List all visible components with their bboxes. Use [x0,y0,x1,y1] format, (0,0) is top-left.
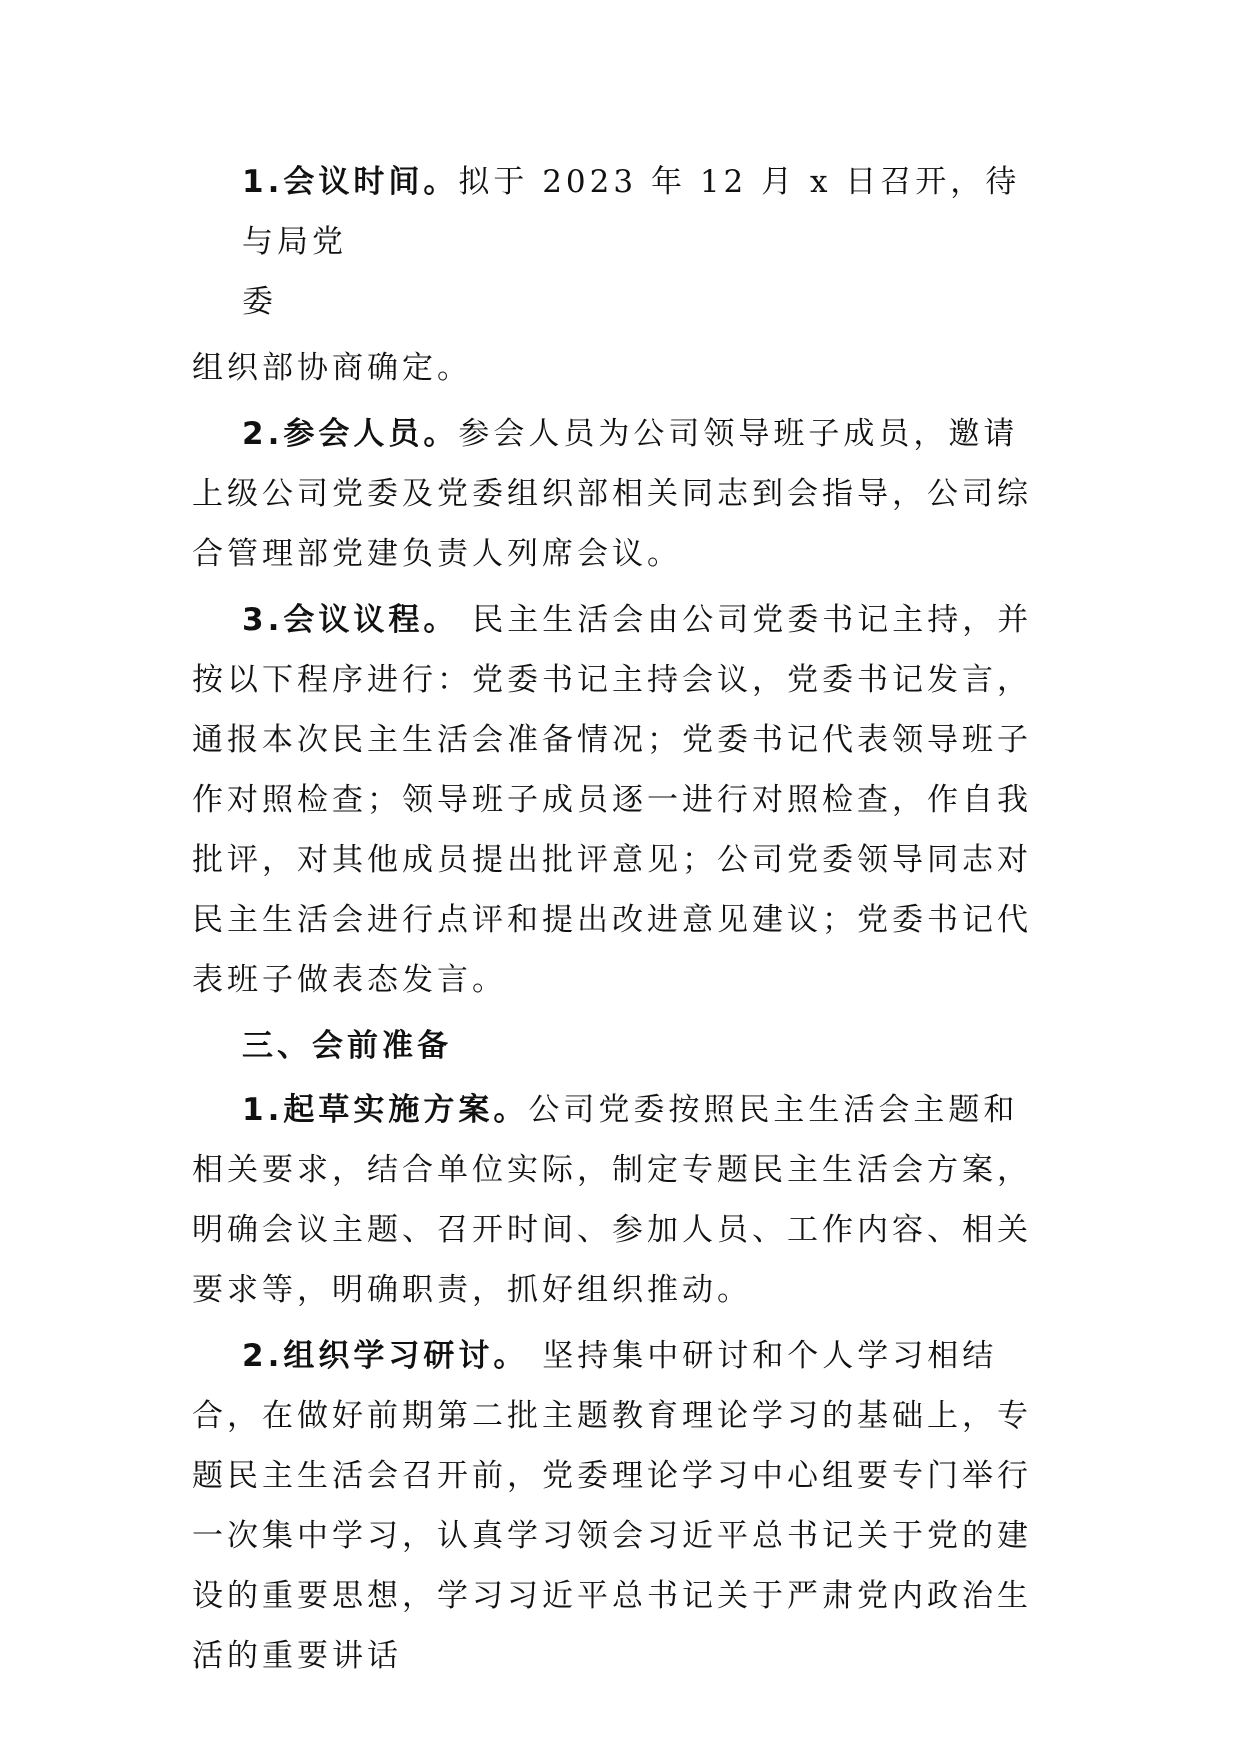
meeting-time-line3: 组织部协商确定。 [192,350,472,386]
study-paragraph [192,1326,1052,1686]
meeting-time-paragraph [192,152,1052,398]
attendees-paragraph [192,404,1052,584]
study-lead: 2.组织学习研讨。 [242,1338,529,1374]
document-body [192,152,1052,1686]
agenda-paragraph [192,590,1052,1010]
study-text: 坚持集中研讨和个人学习相结合，在做好前期第二批主题教育理论学习的基础上，专题民主生活会召开前，党委理论学习中心组要专门举行一次集中学习，认真学习领会习近平总书记关于党的建设的重要思想，学习习近平总书记关于严肃党内政治生活的重要讲话 [192,1338,1032,1674]
draft-plan-paragraph [192,1080,1052,1320]
meeting-time-lead: 1.会议时间。 [242,164,459,200]
section-heading: 三、会前准备 [242,1028,452,1064]
draft-plan-text: 公司党委按照民主生活会主题和相关要求，结合单位实际，制定专题民主生活会方案，明确会议主题、召开时间、参加人员、工作内容、相关要求等，明确职责，抓好组织推动。 [192,1092,1032,1308]
agenda-text: 民主生活会由公司党委书记主持，并按以下程序进行：党委书记主持会议，党委书记发言，通报本次民主生活会准备情况；党委书记代表领导班子作对照检查；领导班子成员逐一进行对照检查，作自我批评，对其他成员提出批评意见；公司党委领导同志对民主生活会进行点评和提出改进意见建议；党委书记代表班子做表态发言。 [192,602,1033,998]
meeting-time-line2: 委 [242,284,277,320]
meeting-time-line1: 拟于 2023 年 12 月 x 日召开，待与局党 [242,164,1021,260]
attendees-text: 参会人员为公司领导班子成员，邀请上级公司党委及党委组织部相关同志到会指导，公司综合管理部党建负责人列席会议。 [192,416,1032,572]
attendees-lead: 2.参会人员。 [242,416,459,452]
draft-plan-lead: 1.起草实施方案。 [242,1092,529,1128]
agenda-lead: 3.会议议程。 [242,602,459,638]
